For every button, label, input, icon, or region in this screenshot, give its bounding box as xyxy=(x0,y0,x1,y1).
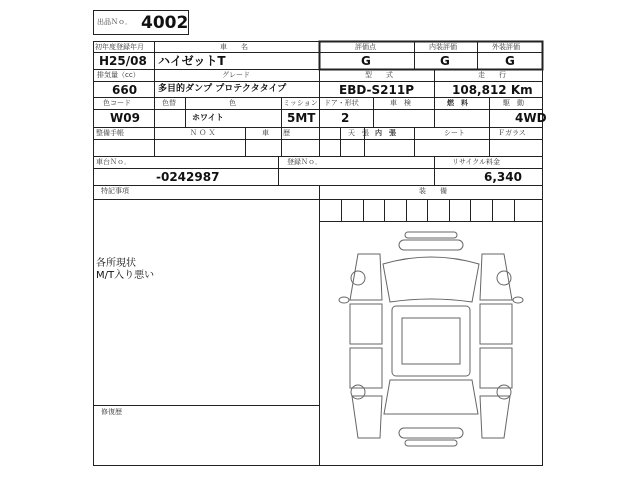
mission-value: 5MT xyxy=(287,111,316,125)
score-label: 評価点 xyxy=(355,43,376,51)
exterior-label: 外装評価 xyxy=(492,43,520,51)
exterior-value: G xyxy=(505,54,515,68)
seat-label: シート xyxy=(444,129,465,137)
first-reg-value: H25/08 xyxy=(99,54,147,68)
recycle-label: リサイクル料金 xyxy=(452,158,501,166)
model-label: 型 式 xyxy=(365,71,393,79)
manual-label: 整備手帳 xyxy=(96,129,124,137)
doors-label: ドア・形状 xyxy=(324,99,359,107)
score-value: G xyxy=(361,54,371,68)
repair-label: 修復歴 xyxy=(101,408,122,416)
model-value: EBD-S211P xyxy=(339,83,414,97)
fuel-label: 燃 料 xyxy=(447,99,468,107)
car-name-label: 車 名 xyxy=(220,43,248,51)
glass-label: Ｆガラス xyxy=(498,129,526,137)
first-reg-label: 初年度登録年月 xyxy=(95,43,144,51)
interior-label: 内装評価 xyxy=(429,43,457,51)
doors-value: 2 xyxy=(341,111,350,125)
mission-label: ミッション xyxy=(283,99,318,107)
chassis-value: -0242987 xyxy=(156,170,220,184)
sunroof-label: 天 張 xyxy=(348,129,369,137)
color-code-value: W09 xyxy=(110,111,140,125)
equipment-label: 装 備 xyxy=(419,187,447,195)
color-change-label: 色替 xyxy=(162,99,176,107)
inspection-label: 車 検 xyxy=(390,99,411,107)
car-name-value: ハイゼットT xyxy=(158,54,226,68)
history-label: 車 歴 xyxy=(262,129,290,137)
registration-label: 登録Ｎｏ． xyxy=(287,158,322,166)
interior-value: G xyxy=(440,54,450,68)
drive-label: 駆 動 xyxy=(503,99,524,107)
interior-trim-label: 内 張 xyxy=(375,129,396,137)
condition-note: M/T入り悪い xyxy=(96,270,155,281)
displacement-value: 660 xyxy=(112,83,138,97)
nox-label: Ｎ Ｏ Ｘ xyxy=(190,129,216,137)
displacement-label: 排気量（cc） xyxy=(97,71,140,79)
color-label: 色 xyxy=(229,99,236,107)
recycle-value: 6,340 xyxy=(484,170,522,184)
lot-number: 4002 xyxy=(141,13,189,33)
color-code-label: 色コード xyxy=(103,99,131,107)
grade-label: グレード xyxy=(222,71,250,79)
chassis-label: 車台Ｎｏ． xyxy=(96,158,131,166)
notes-label: 特記事項 xyxy=(101,187,129,195)
grade-value: 多目的ダンプ プロテクタタイプ xyxy=(158,84,287,94)
condition-title: 各所現状 xyxy=(96,258,136,269)
lot-number-label: 出品Ｎｏ． xyxy=(97,18,132,26)
color-value: ホワイト xyxy=(192,113,224,122)
mileage-value: 108,812 Km xyxy=(452,83,533,97)
mileage-label: 走 行 xyxy=(478,71,506,79)
drive-value: 4WD xyxy=(515,111,547,125)
